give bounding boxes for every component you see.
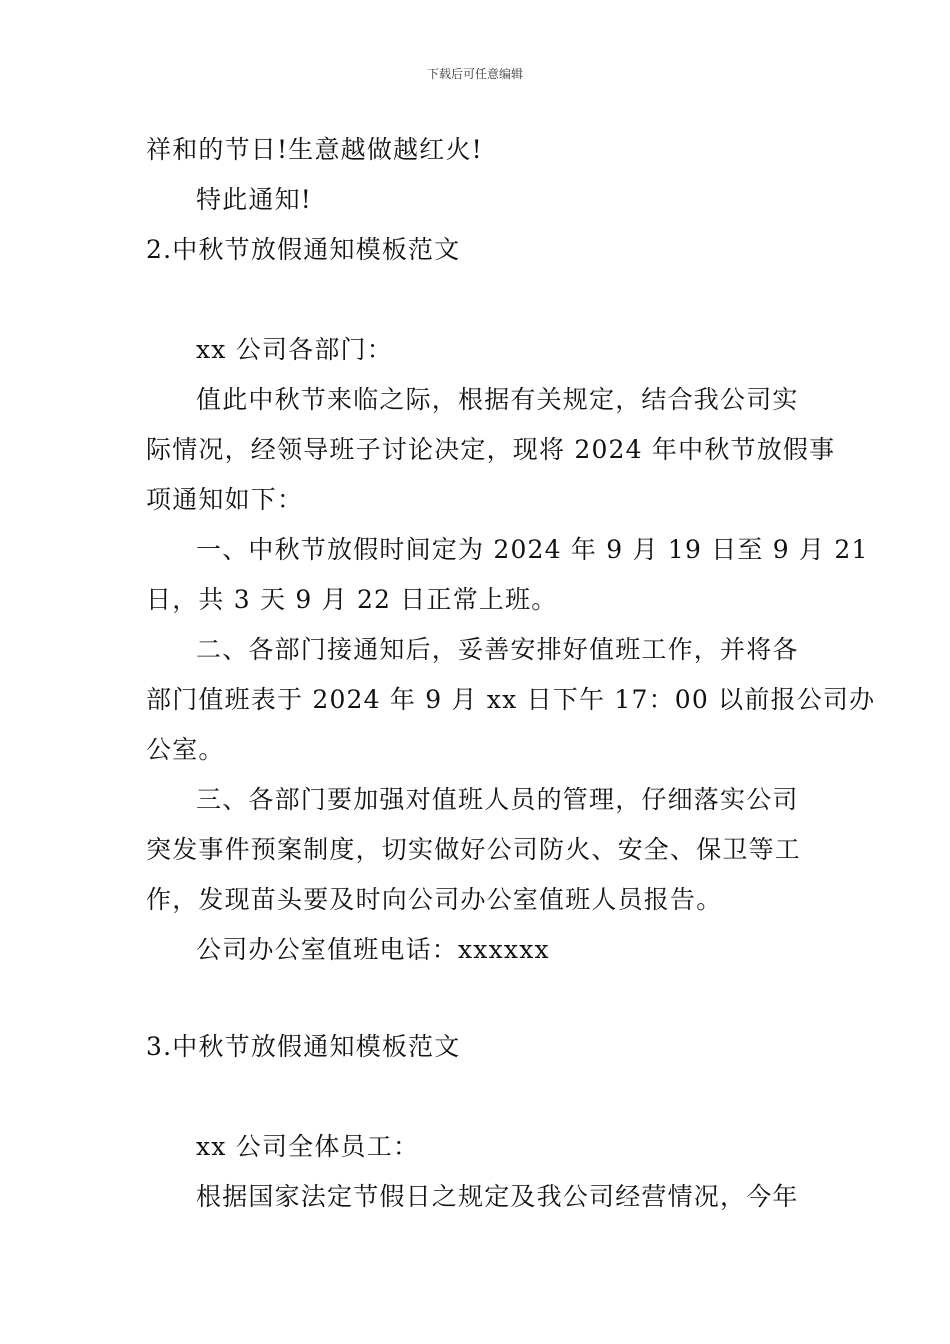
section-heading: 3.中秋节放假通知模板范文 (146, 1032, 461, 1061)
body-line: 三、各部门要加强对值班人员的管理，仔细落实公司 (196, 785, 799, 814)
body-line: 祥和的节日!生意越做越红火! (146, 135, 483, 164)
body-line: 公室。 (146, 735, 225, 764)
section-heading: 2.中秋节放假通知模板范文 (146, 235, 461, 264)
salutation: xx 公司各部门： (196, 335, 393, 364)
body-line: 际情况，经领导班子讨论决定，现将 2024 年中秋节放假事 (146, 435, 836, 464)
body-line: 项通知如下： (146, 485, 304, 514)
body-line: 突发事件预案制度，切实做好公司防火、安全、保卫等工 (146, 835, 802, 864)
body-line: 部门值班表于 2024 年 9 月 xx 日下午 17：00 以前报公司办 (146, 685, 876, 714)
page-header: 下载后可任意编辑 (426, 67, 523, 81)
body-line: 二、各部门接通知后，妥善安排好值班工作，并将各 (196, 635, 799, 664)
body-line: 特此通知! (196, 185, 313, 214)
salutation: xx 公司全体员工： (196, 1132, 420, 1161)
body-line: 日，共 3 天 9 月 22 日正常上班。 (146, 585, 558, 614)
body-line: 一、中秋节放假时间定为 2024 年 9 月 19 日至 9 月 21 (196, 535, 869, 564)
phone-line: 公司办公室值班电话：xxxxxx (196, 935, 550, 964)
body-line: 值此中秋节来临之际，根据有关规定，结合我公司实 (196, 385, 799, 414)
body-line: 根据国家法定节假日之规定及我公司经营情况，今年 (196, 1182, 799, 1211)
body-line: 作，发现苗头要及时向公司办公室值班人员报告。 (146, 885, 723, 914)
